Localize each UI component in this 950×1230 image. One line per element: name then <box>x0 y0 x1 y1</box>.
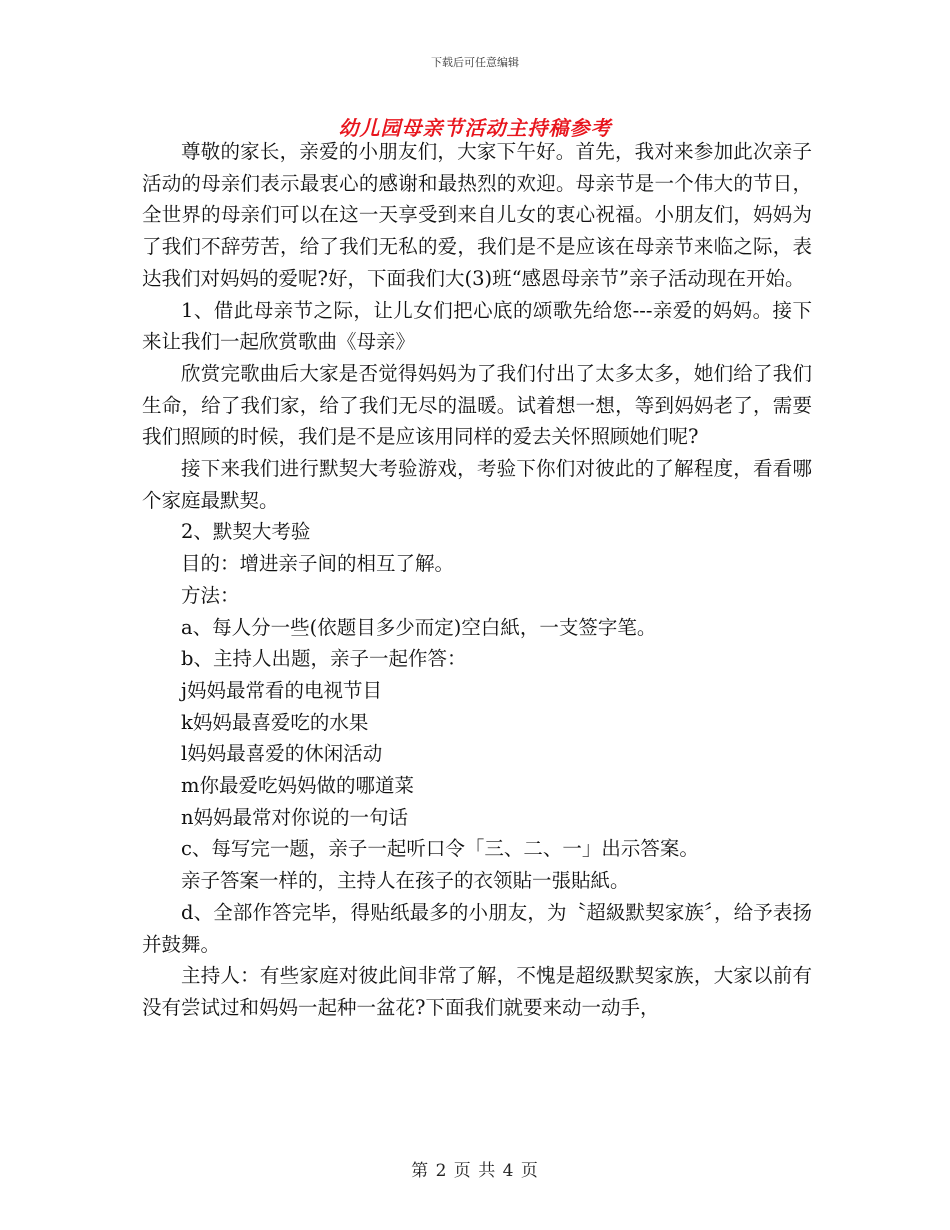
paragraph-intro: 尊敬的家长，亲爱的小朋友们，大家下午好。首先，我对来参加此次亲子活动的母亲们表示最衷心的感谢和最热烈的欢迎。母亲节是一个伟大的节日，全世界的母亲们可以在这一天享受到来自儿女的衷心祝福。小朋友们，妈妈为了我们不辞劳苦，给了我们无私的爱，我们是不是应该在母亲节来临之际，表达我们对妈妈的爱呢?好，下面我们大(3)班“感恩母亲节”亲子活动现在开始。 <box>142 140 812 290</box>
method-step-d: d、全部作答完毕，得贴纸最多的小朋友，为〝超級默契家族〞，给予表扬并鼓舞。 <box>142 900 812 956</box>
paragraph-method-label: 方法： <box>181 583 240 607</box>
page-number: 第 2 页 共 4 页 <box>411 1161 539 1181</box>
method-step-c: c、每写完一题，亲子一起听口令「三、二、一」出示答案。 <box>181 837 699 861</box>
document-title: 幼儿园母亲节活动主持稿参考 <box>338 116 612 140</box>
section-heading-game: 2、默契大考验 <box>181 520 311 544</box>
paragraph-song: 1、借此母亲节之际，让儿女们把心底的颂歌先给您---亲爱的妈妈。接下来让我们一起欣赏歌曲《母亲》 <box>142 298 812 354</box>
paragraph-reflection: 欣赏完歌曲后大家是否觉得妈妈为了我们付出了太多太多，她们给了我们生命，给了我们家，给了我们无尽的温暖。试着想一想，等到妈妈老了，需要我们照顾的时候，我们是不是应该用同样的爱去关怀照顾她们呢? <box>142 361 812 449</box>
paragraph-host-transition: 主持人：有些家庭对彼此间非常了解，不愧是超级默契家族，大家以前有没有尝试过和妈妈一起种一盆花?下面我们就要来动一动手， <box>142 964 812 1019</box>
method-step-b: b、主持人出题，亲子一起作答： <box>181 647 467 671</box>
question-item: j妈妈最常看的电视节目 <box>181 678 383 702</box>
question-item: n妈妈最常对你说的一句话 <box>181 805 409 829</box>
question-item: l妈妈最喜爱的休闲活动 <box>181 742 383 766</box>
paragraph-purpose: 目的：增进亲子间的相互了解。 <box>181 552 455 576</box>
paragraph-game-intro: 接下来我们进行默契大考验游戏，考验下你们对彼此的了解程度，看看哪个家庭最默契。 <box>142 457 812 512</box>
question-item: m你最爱吃妈妈做的哪道菜 <box>181 774 414 798</box>
method-step-a: a、每人分一些(依题目多少而定)空白紙，一支签字笔。 <box>181 615 657 639</box>
header-note: 下载后可任意编辑 <box>431 56 519 69</box>
document-body <box>142 136 812 1024</box>
question-item: k妈妈最喜爱吃的水果 <box>181 710 369 734</box>
paragraph-sticker-rule: 亲子答案一样的，主持人在孩子的衣领貼一張貼紙。 <box>181 869 630 893</box>
